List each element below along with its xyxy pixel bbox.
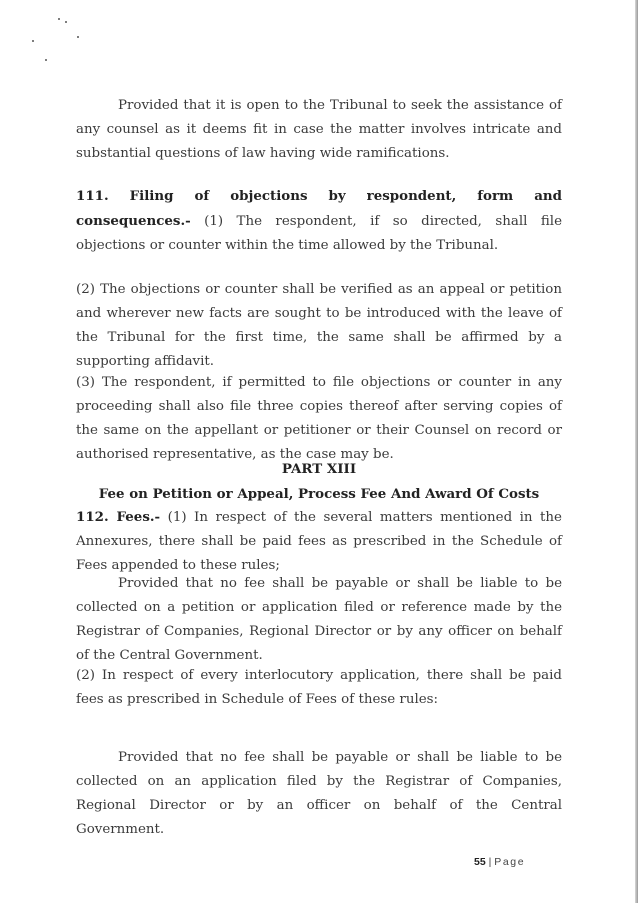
proviso-fee-2: Provided that no fee shall be payable or shall be liable to be collected on an application filed by the Registrar of Companies, Regional Director or by an officer on behalf of the Central Government.: [76, 750, 562, 837]
rule-112-clause-2: (2) In respect of every interlocutory application, there shall be paid fees as prescribed in Schedule of Fees of these rules:: [76, 668, 562, 707]
scan-speck: [32, 40, 34, 42]
page-label: Page: [494, 856, 526, 868]
footer-separator: |: [488, 856, 492, 868]
rule-111-1-text: (1) The respondent, if so directed, shall file objections or counter within the time allowed by the Tribunal.: [76, 214, 562, 253]
proviso-tribunal: Provided that it is open to the Tribunal to seek the assistance of any counsel as it deems fit in case the matter involves intricate and substantial questions of law having wide ramifications.: [76, 98, 562, 161]
part-subtitle: Fee on Petition or Appeal, Process Fee And Award Of Costs: [98, 486, 540, 502]
page-number: 55: [474, 856, 486, 868]
scan-speck: [45, 59, 47, 61]
rule-111-clause-3: (3) The respondent, if permitted to file objections or counter in any proceeding shall also file three copies thereof after serving copies of the same on the appellant or petitioner or their Counsel on record or authorised representative, as the case may be.: [76, 375, 562, 462]
rule-111-heading: 111. Filing of objections by respondent, form and consequences.-: [76, 188, 562, 229]
rule-112-clause-1: [76, 505, 562, 578]
part-title: PART XIII: [281, 461, 357, 477]
scan-speck: [77, 36, 79, 38]
rule-111-clause-2: (2) The objections or counter shall be verified as an appeal or petition and wherever new facts are sought to be introduced with the leave of the Tribunal for the first time, the same shall be affirmed by a supporting affidavit.: [76, 282, 562, 369]
page-footer: [474, 856, 525, 868]
scan-speck: [58, 18, 60, 20]
rule-112-1-text: (1) In respect of the several matters mentioned in the Annexures, there shall be paid fees as prescribed in the Schedule of Fees appended to these rules;: [76, 510, 562, 573]
rule-111-clause-1: [76, 184, 562, 258]
proviso-fee-1: Provided that no fee shall be payable or shall be liable to be collected on a petition or application filed or reference made by the Registrar of Companies, Regional Director or by any officer on behalf of the Central Government.: [76, 576, 562, 663]
scan-speck: [65, 21, 67, 23]
rule-112-heading: 112. Fees.-: [76, 509, 161, 525]
